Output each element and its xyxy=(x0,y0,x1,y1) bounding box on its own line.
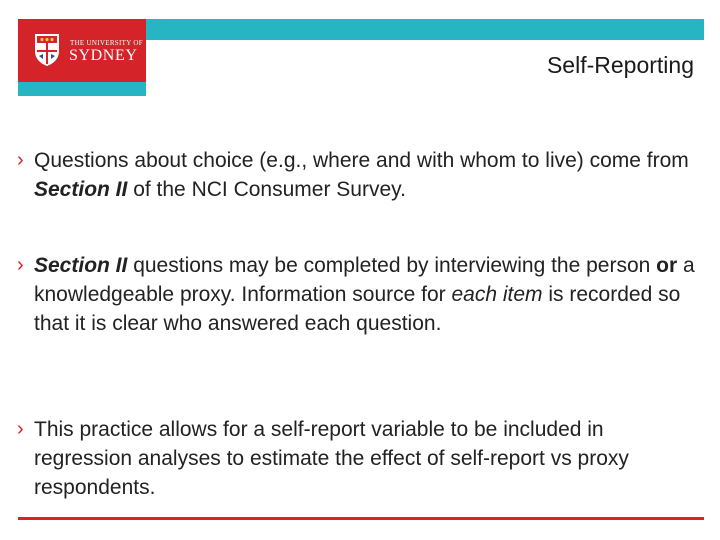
university-logo xyxy=(18,19,146,82)
chevron-right-icon: › xyxy=(17,149,24,171)
logo-small-text: THE UNIVERSITY OF xyxy=(70,39,143,47)
slide-title: Self-Reporting xyxy=(546,52,694,78)
bullet-item xyxy=(17,251,697,338)
bullet-text: This practice allows for a self-report variable to be included in regression analyses to estimate the effect of self-report vs proxy respondents. xyxy=(34,418,629,499)
logo-big-text: SYDNEY xyxy=(69,47,138,64)
bullet-item xyxy=(17,146,697,204)
bottom-rule xyxy=(18,517,704,520)
chevron-right-icon: › xyxy=(17,418,24,440)
university-crest-icon xyxy=(34,33,60,67)
chevron-right-icon: › xyxy=(17,254,24,276)
bullet-item xyxy=(17,415,697,502)
title-box xyxy=(146,40,704,96)
bullet-text: Section II questions may be completed by interviewing the person or a knowledgeable proxy. Information source for each item is recorded so that it is clear who answered each question. xyxy=(34,254,695,335)
bullet-text: Questions about choice (e.g., where and with whom to live) come from Section II of the NCI Consumer Survey. xyxy=(34,149,689,201)
